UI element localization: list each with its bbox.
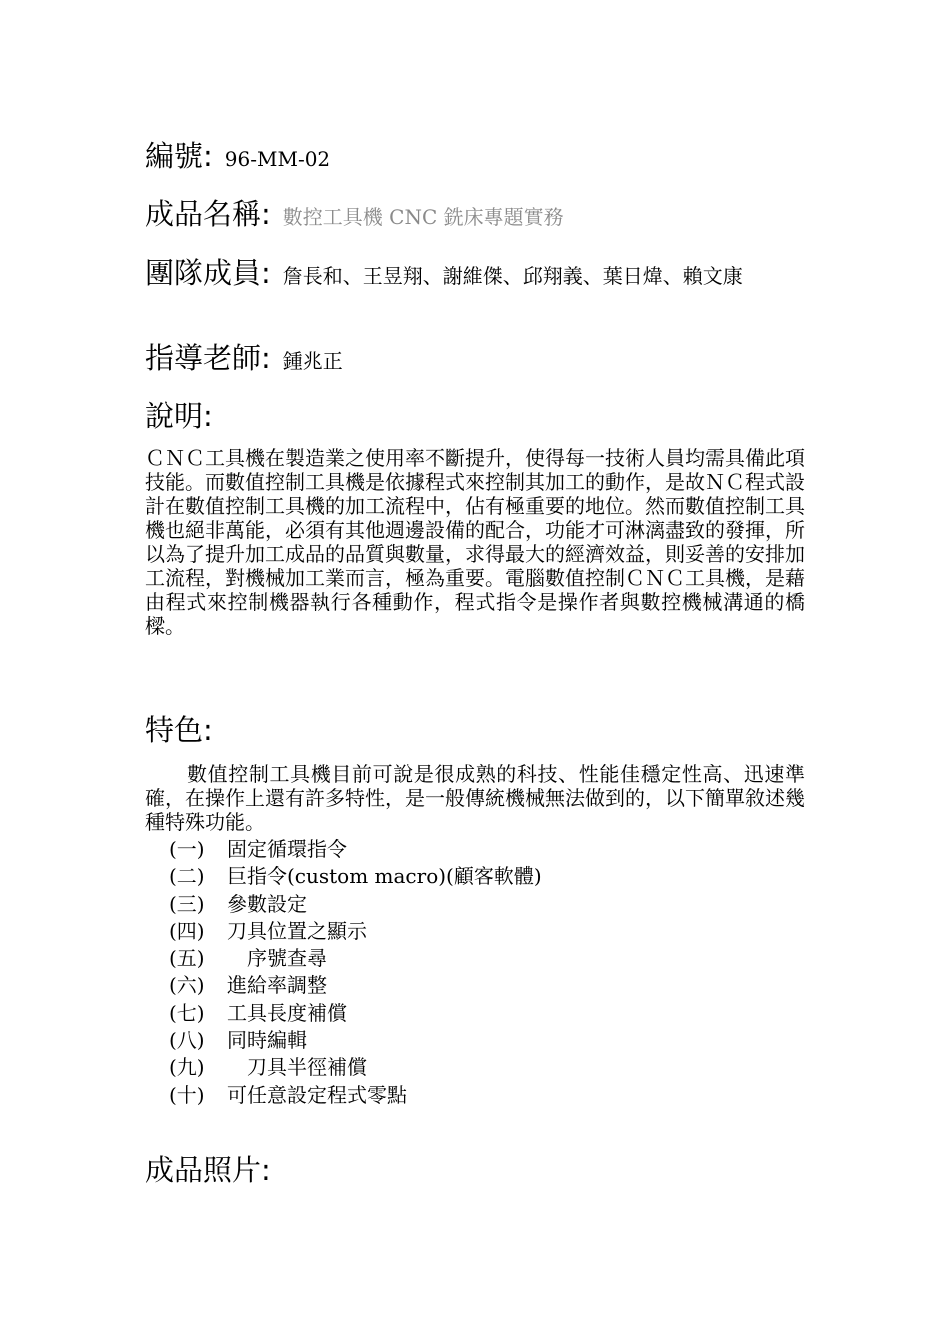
product-name-field	[145, 192, 564, 233]
feature-item	[169, 1054, 542, 1081]
feature-text: 固定循環指令	[227, 837, 347, 861]
feature-number: (十)	[169, 1082, 205, 1107]
feature-number: (八)	[169, 1028, 205, 1053]
feature-text: 巨指令(custom macro)(顧客軟體)	[227, 864, 542, 889]
feature-number: (六)	[169, 973, 205, 998]
feature-item	[169, 1000, 542, 1027]
feature-text: 刀具位置之顯示	[227, 918, 367, 943]
advisor-label: 指導老師:	[145, 341, 271, 375]
id-label: 編號:	[145, 139, 213, 173]
feature-item	[169, 836, 542, 863]
features-intro: 數值控制工具機目前可說是很成熟的科技、性能佳穩定性高、迅速準確，在操作上還有許多特性，是一般傳統機械無法做到的，以下簡單敘述幾種特殊功能。	[145, 762, 805, 834]
feature-text: 參數設定	[227, 891, 307, 916]
feature-number: (三)	[169, 891, 205, 916]
photos-heading: 成品照片:	[145, 1153, 271, 1187]
feature-number: (一)	[169, 837, 205, 861]
feature-text: 工具長度補償	[227, 1000, 347, 1025]
description-text: ＣＮＣ工具機在製造業之使用率不斷提升，使得每一技術人員均需具備此項技能。而數值控制工具機是依據程式來控制其加工的動作，是故ＮＣ程式設計在數值控制工具機的加工流程中，佔有極重要的地位。然而數值控制工具機也絕非萬能，必須有其他週邊設備的配合，功能才可淋漓盡致的發揮，所以為了提升加工成品的品質與數量，求得最大的經濟效益，則妥善的安排加工流程，對機械加工業而言，極為重要。電腦數值控制ＣＮＣ工具機，是藉由程式來控制機器執行各種動作，程式指令是操作者與數控機械溝通的橋樑。	[145, 446, 805, 638]
feature-number: (五)	[169, 946, 205, 971]
feature-number: (四)	[169, 918, 205, 943]
id-field	[145, 134, 330, 175]
team-members-field	[145, 250, 805, 301]
feature-number: (二)	[169, 864, 205, 889]
feature-item	[169, 918, 542, 945]
feature-list	[169, 836, 542, 1109]
team-members-value: 詹長和、王昱翔、謝維傑、邱翔義、葉日煒、賴文康	[282, 264, 743, 288]
feature-text: 同時編輯	[227, 1028, 307, 1053]
product-name-label: 成品名稱:	[145, 197, 271, 231]
feature-item	[169, 863, 542, 890]
feature-item	[169, 891, 542, 918]
feature-item	[169, 1027, 542, 1054]
feature-item	[169, 972, 542, 999]
feature-text: 序號查尋	[227, 946, 327, 971]
feature-text: 進給率調整	[227, 973, 327, 998]
features-heading: 特色:	[145, 713, 213, 747]
advisor-field	[145, 336, 343, 377]
feature-number: (九)	[169, 1055, 205, 1080]
product-name-value: 數控工具機 CNC 銑床專題實務	[282, 205, 564, 229]
feature-text: 可任意設定程式零點	[227, 1082, 407, 1107]
description-heading: 說明:	[145, 399, 213, 433]
feature-text: 刀具半徑補償	[227, 1055, 367, 1080]
team-members-label: 團隊成員:	[145, 256, 271, 290]
feature-number: (七)	[169, 1000, 205, 1025]
feature-item	[169, 945, 542, 972]
feature-item	[169, 1082, 542, 1109]
id-value: 96-MM-02	[224, 147, 331, 171]
advisor-value: 鍾兆正	[282, 349, 343, 373]
